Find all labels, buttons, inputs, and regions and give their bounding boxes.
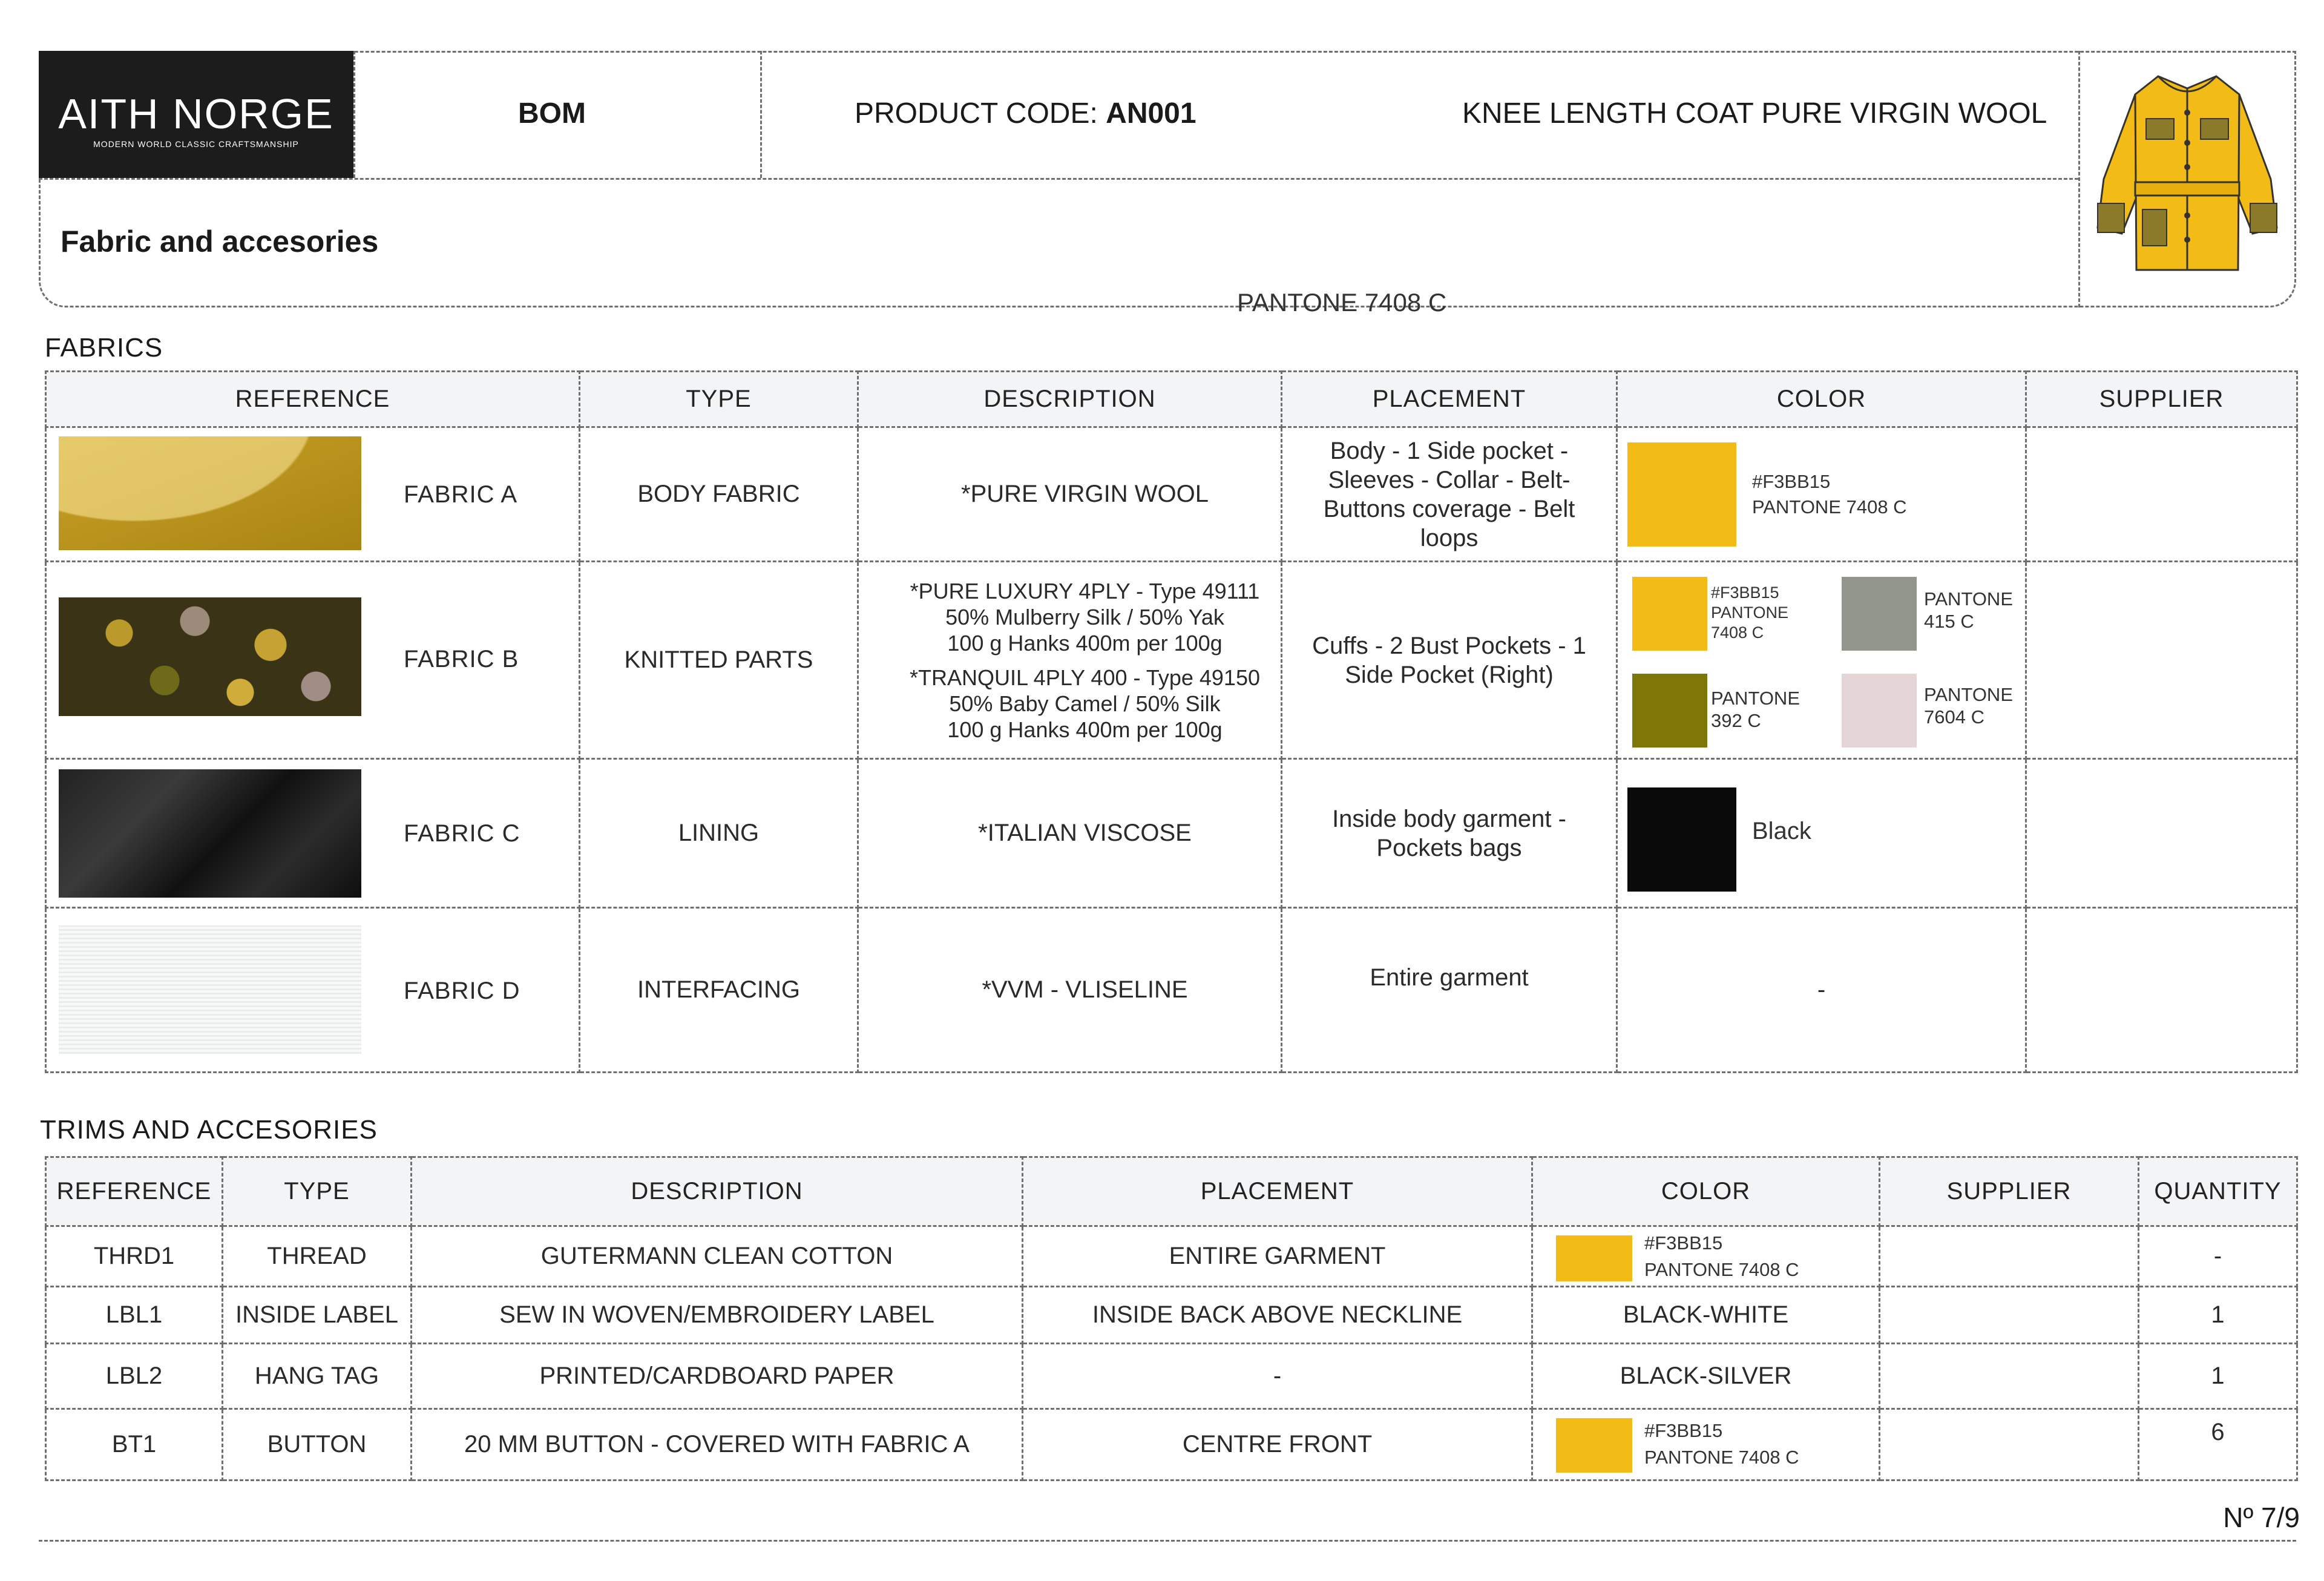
coat-button <box>2184 212 2190 219</box>
brand-name: AITH NORGE <box>58 90 334 137</box>
header-divider-h <box>39 178 2078 180</box>
coat-left-cuff <box>2098 203 2124 232</box>
trim-supplier <box>1880 1409 2139 1481</box>
trim-reference: BT1 <box>46 1409 223 1481</box>
table-row <box>46 1287 2297 1344</box>
reference-cell <box>46 427 580 562</box>
description-line: *TRANQUIL 4PLY 400 - Type 49150 <box>909 665 1260 690</box>
fabric-reference: FABRIC A <box>404 481 518 508</box>
trim-placement: ENTIRE GARMENT <box>1023 1226 1532 1287</box>
description-line: 50% Mulberry Silk / 50% Yak <box>945 604 1224 629</box>
color-name: Black <box>1752 818 1811 844</box>
trim-placement: CENTRE FRONT <box>1023 1409 1532 1481</box>
table-row <box>46 1409 2297 1481</box>
color-label: PANTONE 392 C <box>1711 688 1800 731</box>
trim-quantity: - <box>2139 1226 2297 1287</box>
trim-quantity: 6 <box>2139 1409 2297 1481</box>
pantone-note: PANTONE 7408 C <box>1237 288 1447 317</box>
product-code-label: PRODUCT CODE: <box>855 97 1098 130</box>
color-code: #F3BB15 <box>1644 1232 1723 1254</box>
coat-right-bust-pocket <box>2201 119 2228 139</box>
trim-placement: - <box>1023 1344 1532 1409</box>
coat-button <box>2184 237 2190 243</box>
description-line: 50% Baby Camel / 50% Silk <box>949 691 1221 716</box>
product-code-value: AN001 <box>1106 97 1196 130</box>
table-row <box>46 759 2297 908</box>
doc-type: BOM <box>518 97 586 130</box>
header-type: TYPE <box>580 372 858 427</box>
product-name: KNEE LENGTH COAT PURE VIRGIN WOOL <box>1462 97 2047 130</box>
reference-cell <box>46 562 580 759</box>
fabric-description <box>858 562 1282 759</box>
header-reference: REFERENCE <box>46 1157 223 1226</box>
color-swatch-black <box>1627 787 1736 892</box>
header-supplier: SUPPLIER <box>2026 372 2297 427</box>
trim-supplier <box>1880 1287 2139 1344</box>
trim-description: SEW IN WOVEN/EMBROIDERY LABEL <box>412 1287 1023 1344</box>
coat-side-pocket <box>2142 209 2167 246</box>
fabric-supplier <box>2026 562 2297 759</box>
coat-button <box>2184 164 2190 170</box>
fabric-description: *PURE VIRGIN WOOL <box>858 427 1282 562</box>
trim-type: HANG TAG <box>223 1344 412 1409</box>
color-swatch-pink <box>1842 674 1917 748</box>
table-row <box>46 1344 2297 1409</box>
color-code: #F3BB15 <box>1644 1420 1723 1441</box>
trim-placement: INSIDE BACK ABOVE NECKLINE <box>1023 1287 1532 1344</box>
color-code: #F3BB15 <box>1752 471 1831 492</box>
section-title: Fabric and accesories <box>61 225 379 258</box>
color-label: #F3BB15 PANTONE 7408 C <box>1711 583 1789 642</box>
fabric-color-cell <box>1617 427 2026 562</box>
coat-sketch <box>2079 52 2295 282</box>
fabric-a-swatch-image <box>59 436 361 550</box>
trims-header-row <box>46 1157 2297 1226</box>
trim-description: 20 MM BUTTON - COVERED WITH FABRIC A <box>412 1409 1023 1481</box>
fabric-c-swatch-image <box>59 769 361 898</box>
trim-supplier <box>1880 1344 2139 1409</box>
table-row <box>46 562 2297 759</box>
trim-quantity: 1 <box>2139 1287 2297 1344</box>
fabric-type: KNITTED PARTS <box>580 562 858 759</box>
header-placement: PLACEMENT <box>1023 1157 1532 1226</box>
description-line: 100 g Hanks 400m per 100g <box>947 717 1223 742</box>
color-swatch-yellow <box>1556 1418 1632 1473</box>
fabric-type: INTERFACING <box>580 908 858 1073</box>
fabric-color-cell <box>1617 759 2026 908</box>
color-label: PANTONE 7604 C <box>1924 684 2013 728</box>
table-row <box>46 1226 2297 1287</box>
fabrics-title: FABRICS <box>45 333 163 363</box>
trim-reference: THRD1 <box>46 1226 223 1287</box>
color-pantone: PANTONE 7408 C <box>1644 1259 1799 1280</box>
fabrics-header-row <box>46 372 2297 427</box>
trim-type: BUTTON <box>223 1409 412 1481</box>
fabric-reference: FABRIC B <box>404 646 519 672</box>
header-color: COLOR <box>1532 1157 1880 1226</box>
coat-button <box>2184 140 2190 146</box>
coat-button <box>2184 110 2190 116</box>
fabric-color-cell <box>1617 562 2026 759</box>
coat-right-cuff <box>2250 203 2277 232</box>
trims-title: TRIMS AND ACCESORIES <box>40 1115 378 1145</box>
fabric-b-swatch-image <box>59 597 361 716</box>
fabric-supplier <box>2026 759 2297 908</box>
color-label: PANTONE 415 C <box>1924 588 2013 632</box>
color-pantone: PANTONE 7408 C <box>1752 496 1907 518</box>
description-line: *PURE LUXURY 4PLY - Type 49111 <box>910 578 1260 603</box>
color-swatch-yellow <box>1627 442 1736 547</box>
fabric-type: LINING <box>580 759 858 908</box>
color-swatch-yellow <box>1632 577 1707 651</box>
fabric-reference: FABRIC C <box>404 820 520 847</box>
fabric-description: *ITALIAN VISCOSE <box>858 759 1282 908</box>
trim-reference: LBL2 <box>46 1344 223 1409</box>
footer-page-number: Nº 7/9 <box>2223 1502 2300 1533</box>
header-color: COLOR <box>1617 372 2026 427</box>
header-reference: REFERENCE <box>46 372 580 427</box>
trim-description: PRINTED/CARDBOARD PAPER <box>412 1344 1023 1409</box>
product-code <box>855 97 1196 130</box>
trim-color: BLACK-SILVER <box>1532 1344 1880 1409</box>
fabric-placement: Inside body garment - Pockets bags <box>1282 759 1617 908</box>
fabric-color: - <box>1617 908 2026 1073</box>
fabric-placement: Cuffs - 2 Bust Pockets - 1 Side Pocket (Right) <box>1282 562 1617 759</box>
trim-quantity: 1 <box>2139 1344 2297 1409</box>
trim-reference: LBL1 <box>46 1287 223 1344</box>
fabric-placement: Body - 1 Side pocket - Sleeves - Collar - Belt- Buttons coverage - Belt loops <box>1282 427 1617 562</box>
fabric-reference: FABRIC D <box>404 978 520 1004</box>
trim-color-cell <box>1532 1409 1880 1481</box>
color-swatch-yellow <box>1556 1235 1632 1281</box>
fabric-description: *VVM - VLISELINE <box>858 908 1282 1073</box>
trim-type: INSIDE LABEL <box>223 1287 412 1344</box>
header-description: DESCRIPTION <box>858 372 1282 427</box>
header-divider-1 <box>353 51 355 178</box>
fabric-d-swatch-image <box>59 925 361 1054</box>
header-type: TYPE <box>223 1157 412 1226</box>
header-supplier: SUPPLIER <box>1880 1157 2139 1226</box>
fabrics-table <box>45 370 2298 1073</box>
fabric-type: BODY FABRIC <box>580 427 858 562</box>
fabric-placement: Entire garment <box>1282 908 1617 1073</box>
color-pantone: PANTONE 7408 C <box>1644 1447 1799 1468</box>
trims-table <box>45 1156 2298 1481</box>
header-description: DESCRIPTION <box>412 1157 1023 1226</box>
header-quantity: QUANTITY <box>2139 1157 2297 1226</box>
brand-tagline: MODERN WORLD CLASSIC CRAFTSMANSHIP <box>93 139 299 149</box>
coat-belt <box>2135 182 2239 196</box>
fabric-supplier <box>2026 908 2297 1073</box>
reference-cell <box>46 908 580 1073</box>
trim-supplier <box>1880 1226 2139 1287</box>
brand-logo <box>39 51 353 178</box>
trim-description: GUTERMANN CLEAN COTTON <box>412 1226 1023 1287</box>
trim-type: THREAD <box>223 1226 412 1287</box>
trim-color-cell <box>1532 1226 1880 1287</box>
reference-cell <box>46 759 580 908</box>
coat-left-bust-pocket <box>2146 119 2174 139</box>
header-divider-2 <box>760 51 762 178</box>
table-row <box>46 908 2297 1073</box>
header-placement: PLACEMENT <box>1282 372 1617 427</box>
footer-divider <box>39 1540 2296 1542</box>
fabric-supplier <box>2026 427 2297 562</box>
description-line: 100 g Hanks 400m per 100g <box>947 630 1223 656</box>
color-swatch-grey <box>1842 577 1917 651</box>
table-row <box>46 427 2297 562</box>
color-swatch-olive <box>1632 674 1707 748</box>
trim-color: BLACK-WHITE <box>1532 1287 1880 1344</box>
